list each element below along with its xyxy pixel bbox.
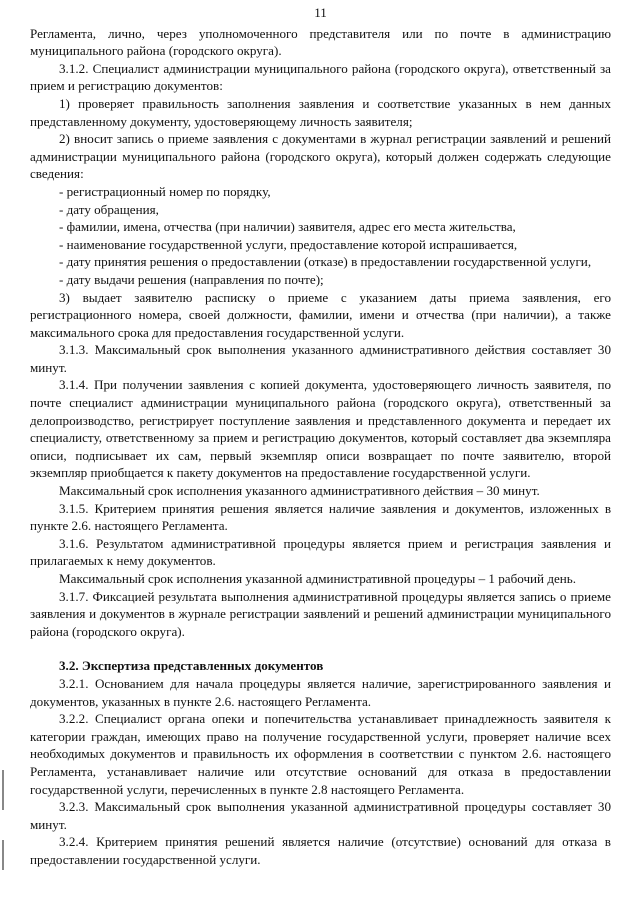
- paragraph: 3.2.1. Основанием для начала процедуры является наличие, зарегистрированного заявления и документов, указанных в пункте 2.6. настоящего Регламента.: [30, 675, 611, 709]
- scan-margin-mark: [2, 840, 4, 870]
- paragraph: 3.1.2. Специалист администрации муниципального района (городского округа), ответственный за прием и регистрацию документов:: [30, 60, 611, 94]
- paragraph: 3.2.3. Максимальный срок выполнения указанной административной процедуры составляет 30 минут.: [30, 799, 611, 832]
- section-heading: 3.2. Экспертиза представленных документов: [59, 658, 324, 674]
- paragraph: 3.1.7. Фиксацией результата выполнения административной процедуры является запись о приеме заявления и документов в журнале регистрации заявлений и решений администрации муниципального района (городского округа).: [30, 588, 611, 639]
- paragraph: 2) вносит запись о приеме заявления с документами в журнал регистрации заявлений и решений администрации муниципального района (городского округа), который должен содержать следующие сведения:: [30, 131, 611, 182]
- section-spacer: [30, 640, 611, 657]
- paragraph: 1) проверяет правильность заполнения заявления и соответствие указанных в нем данных представленному документу, удостоверяющему личность заявителя;: [30, 95, 611, 129]
- page-number: 11: [314, 5, 327, 20]
- list-item: - дату принятия решения о предоставлении (отказе) в предоставлении государственной услуги,: [59, 254, 592, 270]
- section-3-2-body: [30, 675, 611, 869]
- section-3-1-body: [30, 25, 611, 641]
- paragraph: 3.1.5. Критерием принятия решения является наличие заявления и документов, изложенных в пункте 2.6. настоящего Регламента.: [30, 500, 611, 534]
- paragraph: 3.1.6. Результатом административной процедуры является прием и регистрация заявления и прилагаемых к нему документов.: [30, 535, 611, 569]
- paragraph: Регламента, лично, через уполномоченного представителя или по почте в администрацию муниципального района (городского округа).: [30, 25, 611, 59]
- list-item: - дату обращения,: [59, 201, 159, 217]
- paragraph: 3) выдает заявителю расписку о приеме с указанием даты приема заявления, его регистрационного номера, своей должности, фамилии, имени и отчества (при наличии), а также максимального срока для предоставления государственной услуги.: [30, 289, 611, 340]
- paragraph: 3.1.4. При получении заявления с копией документа, удостоверяющего личность заявителя, по почте специалист администрации муниципального района (городского округа), ответственный за делопроизводство, регистрирует поступление заявления и представленного документа и передает их специалисту, ответственному за прием и регистрацию документов, который составляет два экземпляра описи, подписывает их сам, первый экземпляр описи возвращает по почте заявителю, второй экземпляр приобщается к пакету документов на предоставление государственной услуги.: [30, 377, 611, 481]
- paragraph: 3.2.4. Критерием принятия решений является наличие (отсутствие) оснований для отказа в предоставлении государственной услуги.: [30, 834, 611, 867]
- list-item: - фамилии, имена, отчества (при наличии) заявителя, адрес его места жительства,: [59, 219, 516, 235]
- paragraph: Максимальный срок исполнения указанного административного действия – 30 минут.: [59, 483, 540, 499]
- list-item: - регистрационный номер по порядку,: [59, 183, 271, 199]
- paragraph: 3.2.2. Специалист органа опеки и попечительства устанавливает принадлежность заявителя к категории граждан, имеющих право на получение государственной услуги, проверяет наличие всех необходимых документов и правильность их оформления в соответствии с пунктом 2.6. настоящего Регламента, устанавливает наличие или отсутствие оснований для отказа в предоставлении государственной услуги, перечисленных в пункте 2.8 настоящего Регламента.: [30, 711, 611, 797]
- list-item: - наименование государственной услуги, предоставление которой испрашивается,: [59, 236, 518, 252]
- paragraph: 3.1.3. Максимальный срок выполнения указанного административного действия составляет 30 минут.: [30, 342, 611, 375]
- scan-margin-mark: [2, 770, 4, 810]
- paragraph: Максимальный срок исполнения указанной административной процедуры – 1 рабочий день.: [59, 571, 577, 586]
- list-item: - дату выдачи решения (направления по почте);: [59, 271, 324, 287]
